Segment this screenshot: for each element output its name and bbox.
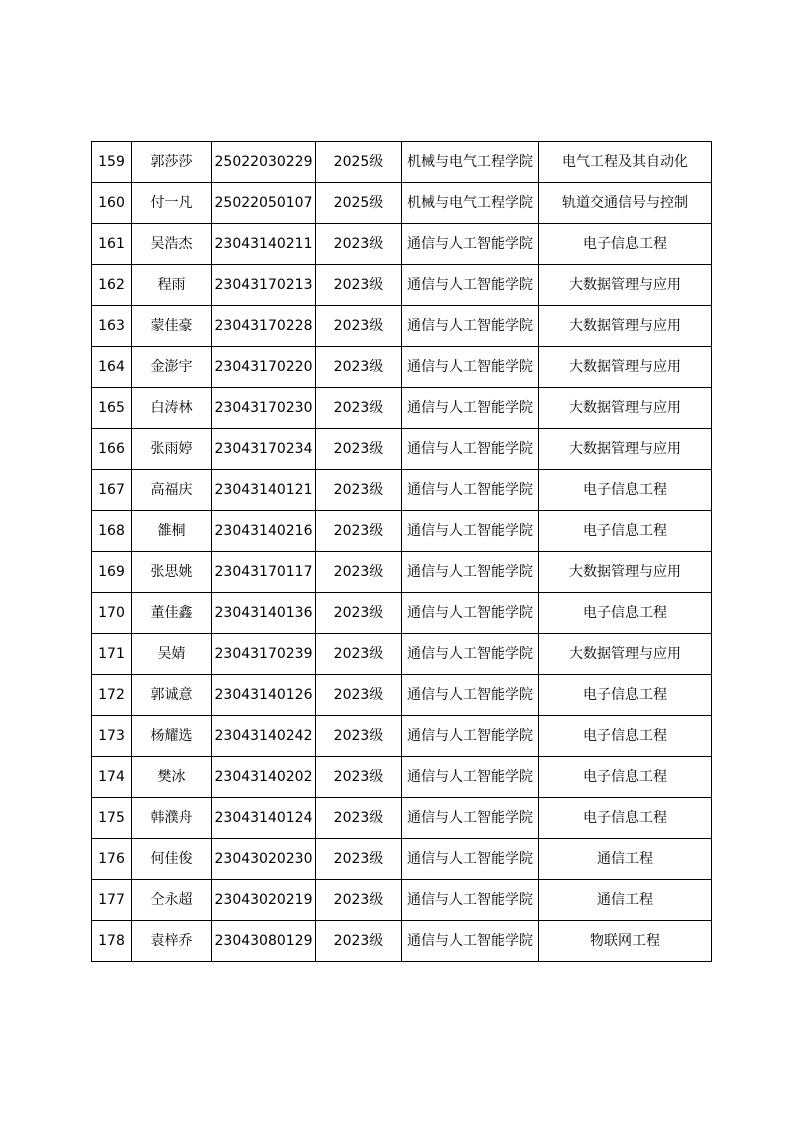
table-row: [92, 634, 712, 675]
student-name-cell: 高福庆: [132, 470, 212, 511]
table-row: [92, 224, 712, 265]
student-name-cell: 仝永超: [132, 880, 212, 921]
school-cell: 机械与电气工程学院: [402, 183, 539, 224]
grade-cell: 2023级: [316, 511, 402, 552]
student-name-cell: 吴婧: [132, 634, 212, 675]
major-cell: 电子信息工程: [539, 470, 712, 511]
student-id-cell: 23043140242: [212, 716, 316, 757]
major-cell: 大数据管理与应用: [539, 429, 712, 470]
table-row: [92, 921, 712, 962]
major-cell: 电子信息工程: [539, 511, 712, 552]
major-cell: 电气工程及其自动化: [539, 142, 712, 183]
school-cell: 通信与人工智能学院: [402, 265, 539, 306]
major-cell: 通信工程: [539, 880, 712, 921]
grade-cell: 2023级: [316, 716, 402, 757]
table-row: [92, 347, 712, 388]
student-name-cell: 袁梓乔: [132, 921, 212, 962]
school-cell: 通信与人工智能学院: [402, 634, 539, 675]
student-id-cell: 23043170234: [212, 429, 316, 470]
table-row: [92, 306, 712, 347]
student-name-cell: 董佳鑫: [132, 593, 212, 634]
row-number-cell: 160: [92, 183, 132, 224]
student-id-cell: 23043020230: [212, 839, 316, 880]
major-cell: 电子信息工程: [539, 757, 712, 798]
grade-cell: 2023级: [316, 552, 402, 593]
student-id-cell: 23043170220: [212, 347, 316, 388]
student-id-cell: 23043080129: [212, 921, 316, 962]
table-row: [92, 142, 712, 183]
row-number-cell: 171: [92, 634, 132, 675]
school-cell: 通信与人工智能学院: [402, 429, 539, 470]
row-number-cell: 169: [92, 552, 132, 593]
table-row: [92, 265, 712, 306]
student-id-cell: 25022030229: [212, 142, 316, 183]
row-number-cell: 165: [92, 388, 132, 429]
major-cell: 大数据管理与应用: [539, 388, 712, 429]
student-id-cell: 23043170228: [212, 306, 316, 347]
major-cell: 电子信息工程: [539, 675, 712, 716]
row-number-cell: 162: [92, 265, 132, 306]
grade-cell: 2023级: [316, 798, 402, 839]
student-name-cell: 郭莎莎: [132, 142, 212, 183]
school-cell: 通信与人工智能学院: [402, 757, 539, 798]
student-id-cell: 23043140124: [212, 798, 316, 839]
school-cell: 通信与人工智能学院: [402, 470, 539, 511]
table-row: [92, 552, 712, 593]
row-number-cell: 175: [92, 798, 132, 839]
grade-cell: 2023级: [316, 429, 402, 470]
major-cell: 电子信息工程: [539, 593, 712, 634]
grade-cell: 2023级: [316, 306, 402, 347]
table-row: [92, 839, 712, 880]
school-cell: 通信与人工智能学院: [402, 593, 539, 634]
school-cell: 通信与人工智能学院: [402, 306, 539, 347]
grade-cell: 2023级: [316, 265, 402, 306]
student-name-cell: 付一凡: [132, 183, 212, 224]
student-name-cell: 韩濮舟: [132, 798, 212, 839]
major-cell: 大数据管理与应用: [539, 347, 712, 388]
grade-cell: 2023级: [316, 880, 402, 921]
major-cell: 物联网工程: [539, 921, 712, 962]
row-number-cell: 167: [92, 470, 132, 511]
table-row: [92, 880, 712, 921]
row-number-cell: 159: [92, 142, 132, 183]
student-id-cell: 23043170117: [212, 552, 316, 593]
grade-cell: 2023级: [316, 675, 402, 716]
table-row: [92, 675, 712, 716]
major-cell: 通信工程: [539, 839, 712, 880]
school-cell: 通信与人工智能学院: [402, 552, 539, 593]
student-id-cell: 23043170230: [212, 388, 316, 429]
row-number-cell: 168: [92, 511, 132, 552]
row-number-cell: 178: [92, 921, 132, 962]
grade-cell: 2023级: [316, 839, 402, 880]
student-name-cell: 蒙佳豪: [132, 306, 212, 347]
major-cell: 电子信息工程: [539, 716, 712, 757]
student-id-cell: 23043140202: [212, 757, 316, 798]
grade-cell: 2023级: [316, 757, 402, 798]
student-id-cell: 23043170239: [212, 634, 316, 675]
school-cell: 通信与人工智能学院: [402, 798, 539, 839]
row-number-cell: 164: [92, 347, 132, 388]
major-cell: 电子信息工程: [539, 798, 712, 839]
student-id-cell: 23043140136: [212, 593, 316, 634]
student-name-cell: 张雨婷: [132, 429, 212, 470]
major-cell: 轨道交通信号与控制: [539, 183, 712, 224]
student-name-cell: 金澎宇: [132, 347, 212, 388]
major-cell: 大数据管理与应用: [539, 634, 712, 675]
student-name-cell: 郭诚意: [132, 675, 212, 716]
student-id-cell: 23043140121: [212, 470, 316, 511]
row-number-cell: 161: [92, 224, 132, 265]
row-number-cell: 172: [92, 675, 132, 716]
table-row: [92, 470, 712, 511]
table-row: [92, 593, 712, 634]
major-cell: 大数据管理与应用: [539, 265, 712, 306]
row-number-cell: 170: [92, 593, 132, 634]
student-name-cell: 杨耀选: [132, 716, 212, 757]
row-number-cell: 166: [92, 429, 132, 470]
student-name-cell: 吴浩杰: [132, 224, 212, 265]
student-id-cell: 23043140211: [212, 224, 316, 265]
school-cell: 通信与人工智能学院: [402, 716, 539, 757]
student-id-cell: 23043020219: [212, 880, 316, 921]
school-cell: 通信与人工智能学院: [402, 347, 539, 388]
student-name-cell: 白涛林: [132, 388, 212, 429]
student-name-cell: 何佳俊: [132, 839, 212, 880]
grade-cell: 2023级: [316, 347, 402, 388]
student-name-cell: 樊冰: [132, 757, 212, 798]
row-number-cell: 163: [92, 306, 132, 347]
student-name-cell: 雒桐: [132, 511, 212, 552]
major-cell: 大数据管理与应用: [539, 306, 712, 347]
school-cell: 通信与人工智能学院: [402, 388, 539, 429]
table-row: [92, 388, 712, 429]
school-cell: 通信与人工智能学院: [402, 880, 539, 921]
school-cell: 机械与电气工程学院: [402, 142, 539, 183]
table-row: [92, 429, 712, 470]
row-number-cell: 176: [92, 839, 132, 880]
school-cell: 通信与人工智能学院: [402, 675, 539, 716]
grade-cell: 2025级: [316, 142, 402, 183]
school-cell: 通信与人工智能学院: [402, 224, 539, 265]
table-row: [92, 183, 712, 224]
major-cell: 大数据管理与应用: [539, 552, 712, 593]
student-table: [91, 141, 712, 962]
grade-cell: 2023级: [316, 593, 402, 634]
student-id-cell: 23043170213: [212, 265, 316, 306]
row-number-cell: 177: [92, 880, 132, 921]
table-row: [92, 511, 712, 552]
row-number-cell: 174: [92, 757, 132, 798]
student-name-cell: 程雨: [132, 265, 212, 306]
table-row: [92, 798, 712, 839]
grade-cell: 2025级: [316, 183, 402, 224]
school-cell: 通信与人工智能学院: [402, 511, 539, 552]
school-cell: 通信与人工智能学院: [402, 839, 539, 880]
grade-cell: 2023级: [316, 470, 402, 511]
student-id-cell: 25022050107: [212, 183, 316, 224]
table-row: [92, 716, 712, 757]
school-cell: 通信与人工智能学院: [402, 921, 539, 962]
row-number-cell: 173: [92, 716, 132, 757]
table-row: [92, 757, 712, 798]
grade-cell: 2023级: [316, 224, 402, 265]
student-table-body: [92, 142, 712, 962]
grade-cell: 2023级: [316, 634, 402, 675]
grade-cell: 2023级: [316, 921, 402, 962]
grade-cell: 2023级: [316, 388, 402, 429]
student-name-cell: 张思姚: [132, 552, 212, 593]
major-cell: 电子信息工程: [539, 224, 712, 265]
student-id-cell: 23043140126: [212, 675, 316, 716]
student-id-cell: 23043140216: [212, 511, 316, 552]
